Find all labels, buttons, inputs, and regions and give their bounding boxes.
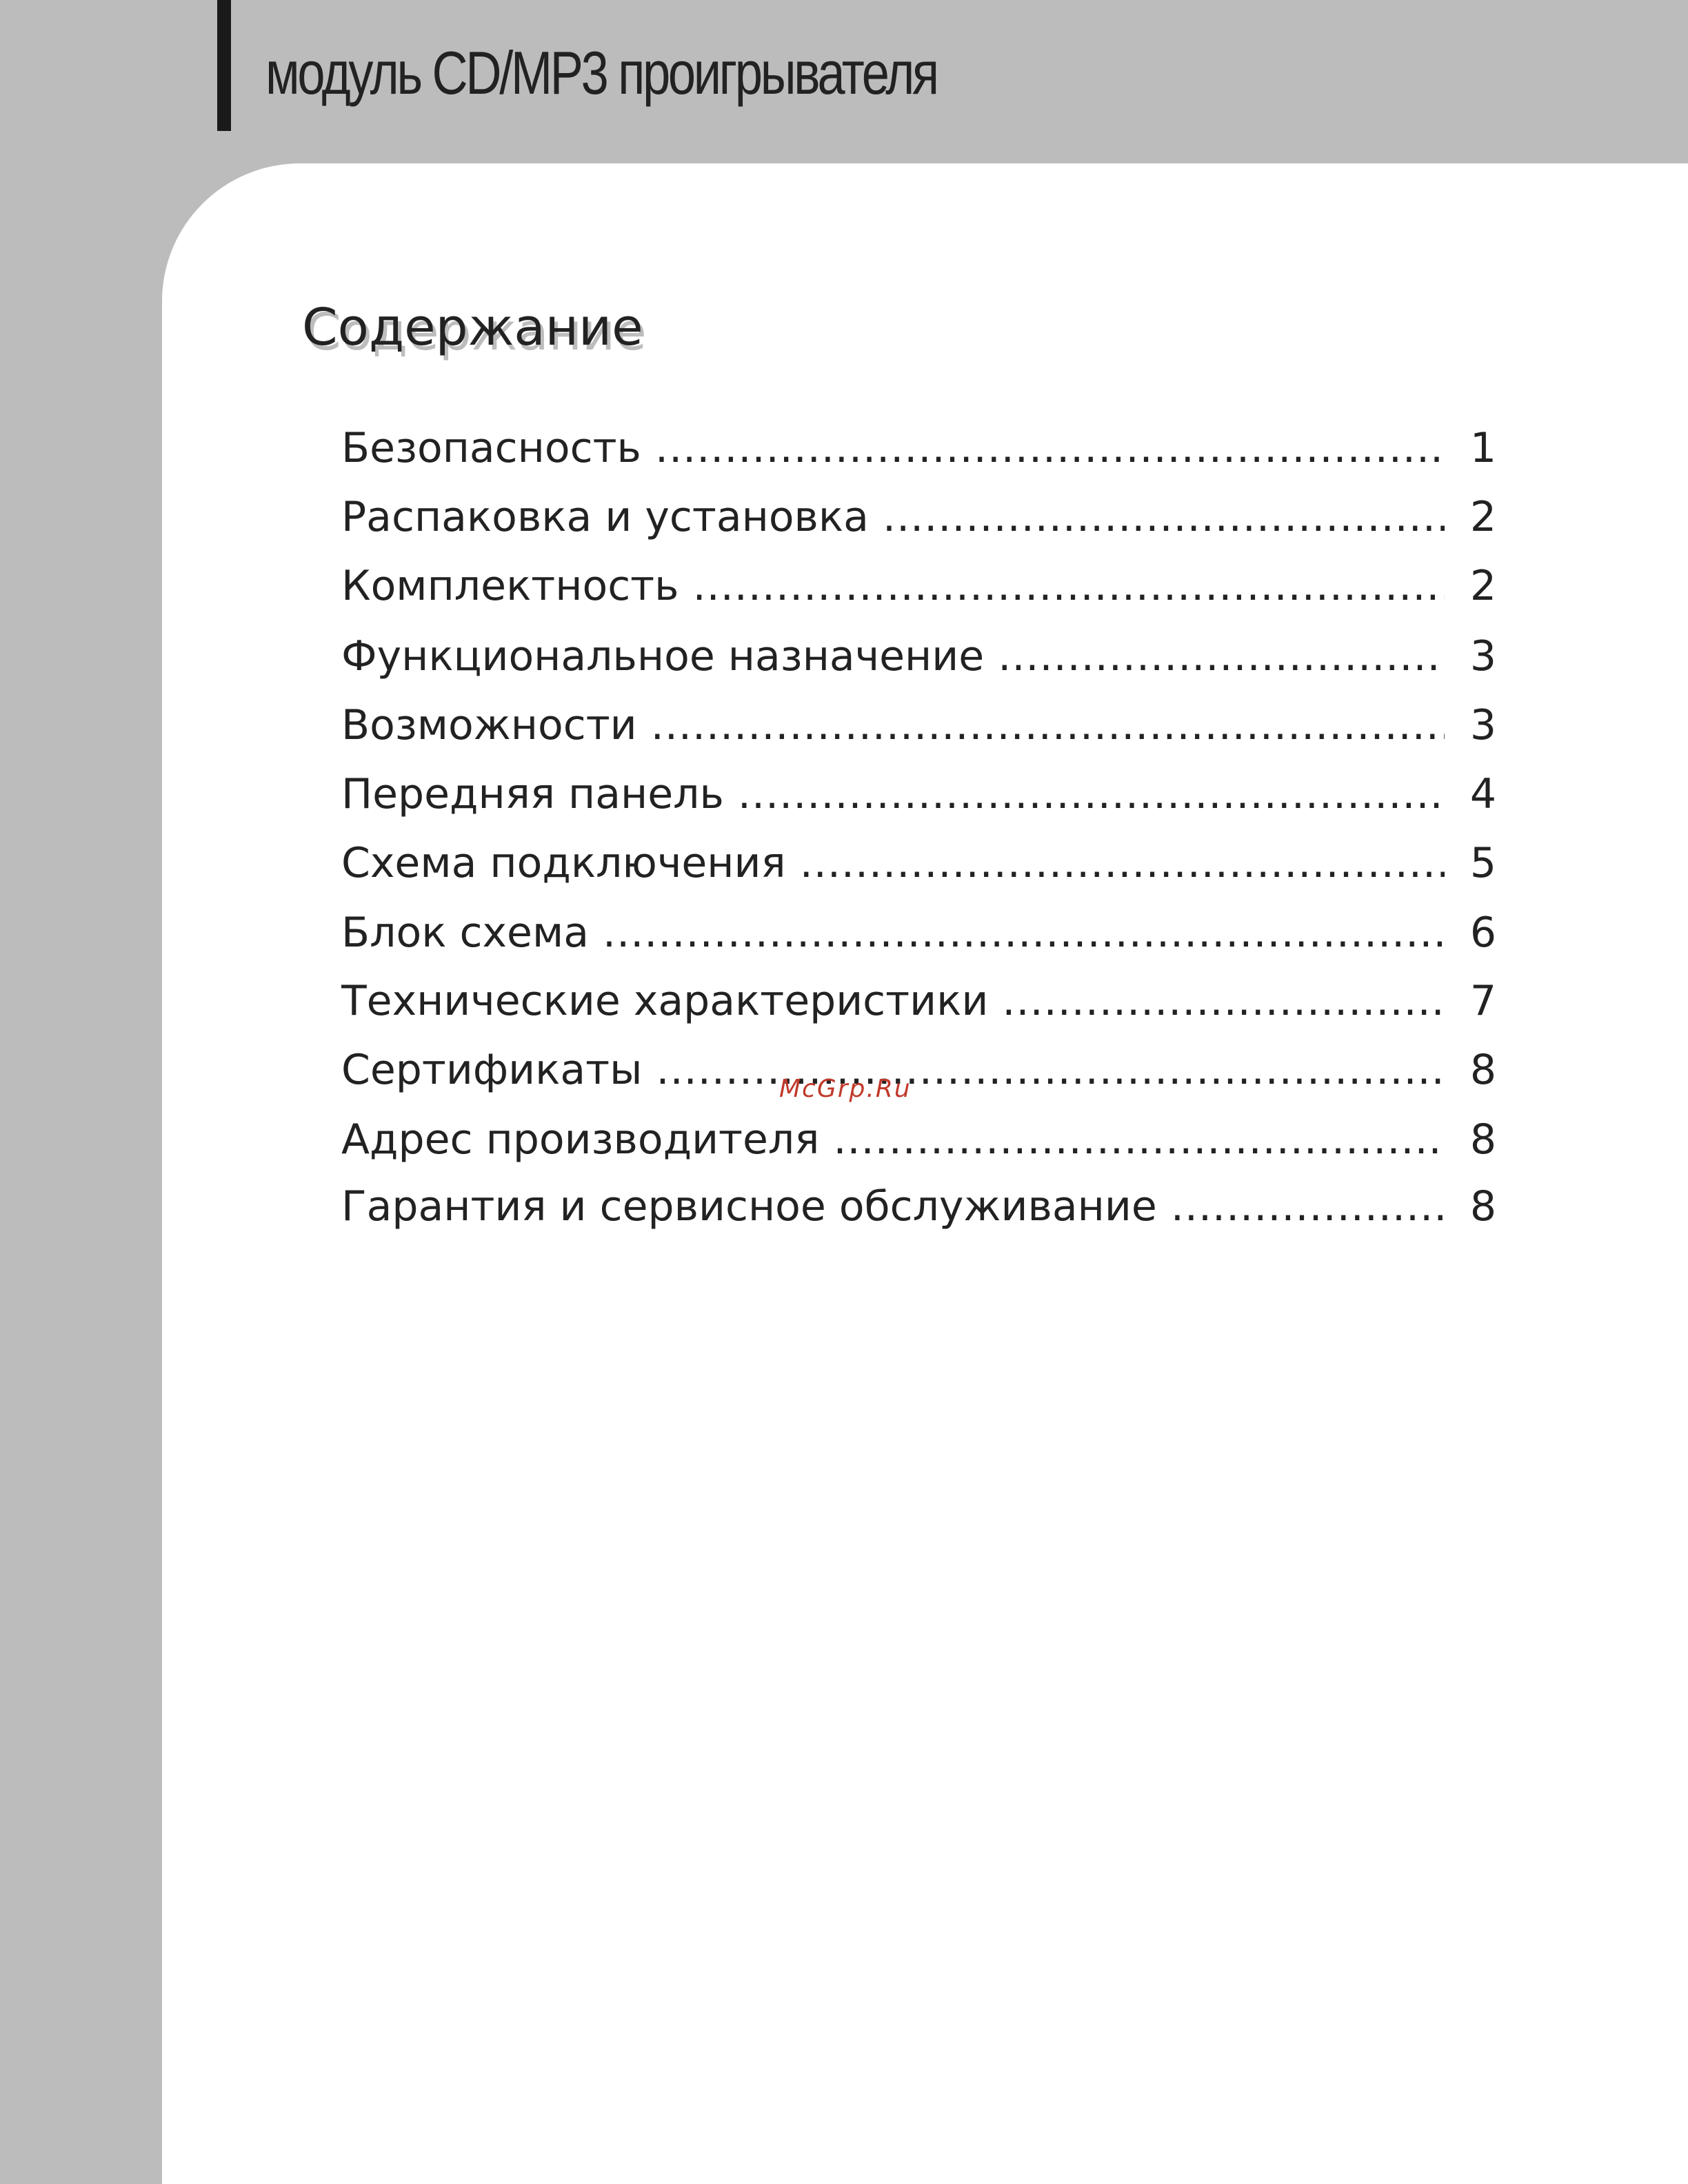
toc-entry-label: Технические характеристики ..... [341,973,1445,1029]
toc-entry-wiring-diagram[interactable] [341,836,1496,891]
toc-entry-block-diagram[interactable] [341,905,1496,960]
toc-entry-label: Адрес производителя ..... [341,1112,1445,1167]
toc-entry-label: Передняя панель ..... [341,767,1445,822]
watermark-text: McGrp.Ru [779,1075,912,1103]
toc-entry-label: Функциональное назначение ..... [341,629,1445,684]
toc-entry-page: 6 [1469,909,1496,957]
document-title: модуль CD/MP3 проигрывателя [265,39,937,107]
toc-entry-page: 2 [1469,562,1496,610]
toc-entry-label: Комплектность ..... [341,558,1445,614]
toc-entry-page: 3 [1469,701,1496,749]
toc-entry-package-contents[interactable] [341,558,1496,614]
toc-entry-purpose[interactable] [341,629,1496,684]
toc-entry-page: 2 [1469,493,1496,541]
toc-entry-label: Распаковка и установка ..... [341,489,1445,545]
toc-entry-manufacturer-address[interactable] [341,1112,1496,1167]
toc-entry-page: 8 [1469,1182,1496,1231]
toc-entry-label: Блок схема ..... [341,905,1445,960]
toc-entry-front-panel[interactable] [341,767,1496,822]
toc-entry-page: 5 [1469,839,1496,887]
toc-entry-features[interactable] [341,698,1496,753]
toc-entry-unpacking[interactable] [341,489,1496,545]
toc-entry-page: 8 [1469,1046,1496,1094]
toc-entry-page: 1 [1469,424,1496,472]
toc-heading: Содержание [302,298,643,357]
toc-entry-page: 7 [1469,977,1496,1025]
toc-entry-page: 3 [1469,632,1496,680]
toc-entry-certificates[interactable] [341,1042,1496,1098]
toc-entry-label: Возможности ..... [341,698,1445,753]
toc-entry-safety[interactable] [341,421,1496,476]
toc-entry-label: Сертификаты ..... [341,1042,1445,1098]
toc-entry-page: 4 [1469,770,1496,818]
header-accent-bar [217,0,231,131]
toc-entry-page: 8 [1469,1115,1496,1164]
toc-entry-specifications[interactable] [341,973,1496,1029]
toc-entry-warranty-service[interactable] [341,1179,1496,1234]
toc-entry-label: Гарантия и сервисное обслуживание ..... [341,1179,1445,1234]
toc-entry-label: Схема подключения ..... [341,836,1445,891]
toc-entry-label: Безопасность ..... [341,421,1445,476]
